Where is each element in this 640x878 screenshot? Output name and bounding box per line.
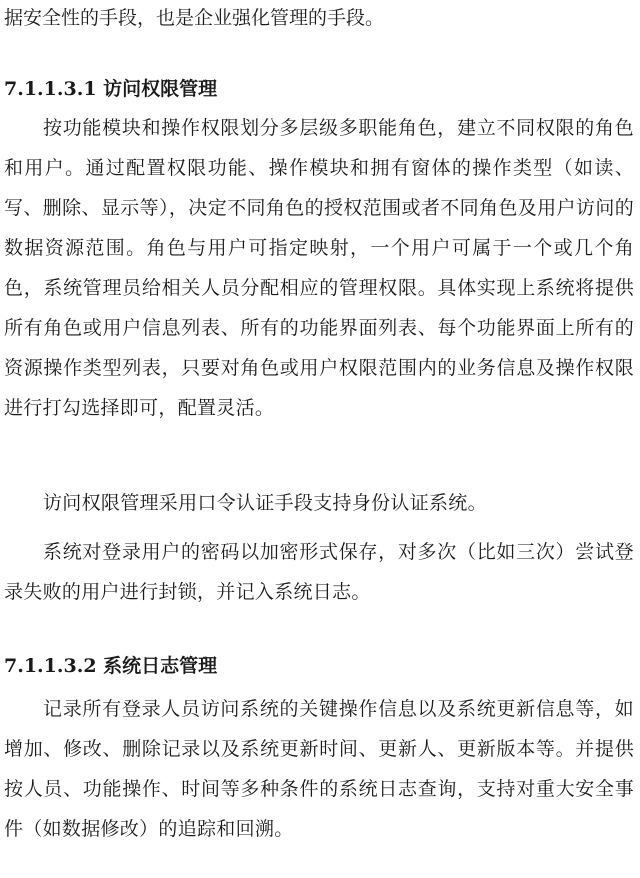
intro-line: 据安全性的手段，也是企业强化管理的手段。 [4, 7, 385, 29]
section-heading-system-log: 7.1.1.3.2 系统日志管理 [4, 655, 218, 677]
paragraph-log-records: 记录所有登录人员访问系统的关键操作信息以及系统更新信息等，如增加、修改、删除记录以及系统更新时间、更新人、更新版本等。并提供按人员、功能操作、时间等多种条件的系统日志查询，支持对重大安全事件（如数据修改）的追踪和回溯。 [4, 698, 634, 840]
paragraph-access-roles: 按功能模块和操作权限划分多层级多职能角色，建立不同权限的角色和用户。通过配置权限功能、操作模块和拥有窗体的操作类型（如读、写、删除、显示等），决定不同角色的授权范围或者不同角色及用户访问的数据资源范围。角色与用户可指定映射，一个用户可属于一个或几个角色，系统管理员给相关人员分配相应的管理权限。具体实现上系统将提供所有角色或用户信息列表、所有的功能界面列表、每个功能界面上所有的资源操作类型列表，只要对角色或用户权限范围内的业务信息及操作权限进行打勾选择即可，配置灵活。 [4, 117, 634, 419]
section-heading-access-control: 7.1.1.3.1 访问权限管理 [4, 78, 218, 100]
paragraph-password-auth: 访问权限管理采用口令认证手段支持身份认证系统。 [43, 492, 487, 514]
paragraph-login-lockout: 系统对登录用户的密码以加密形式保存，对多次（比如三次）尝试登录失败的用户进行封锁，并记入系统日志。 [4, 541, 634, 603]
